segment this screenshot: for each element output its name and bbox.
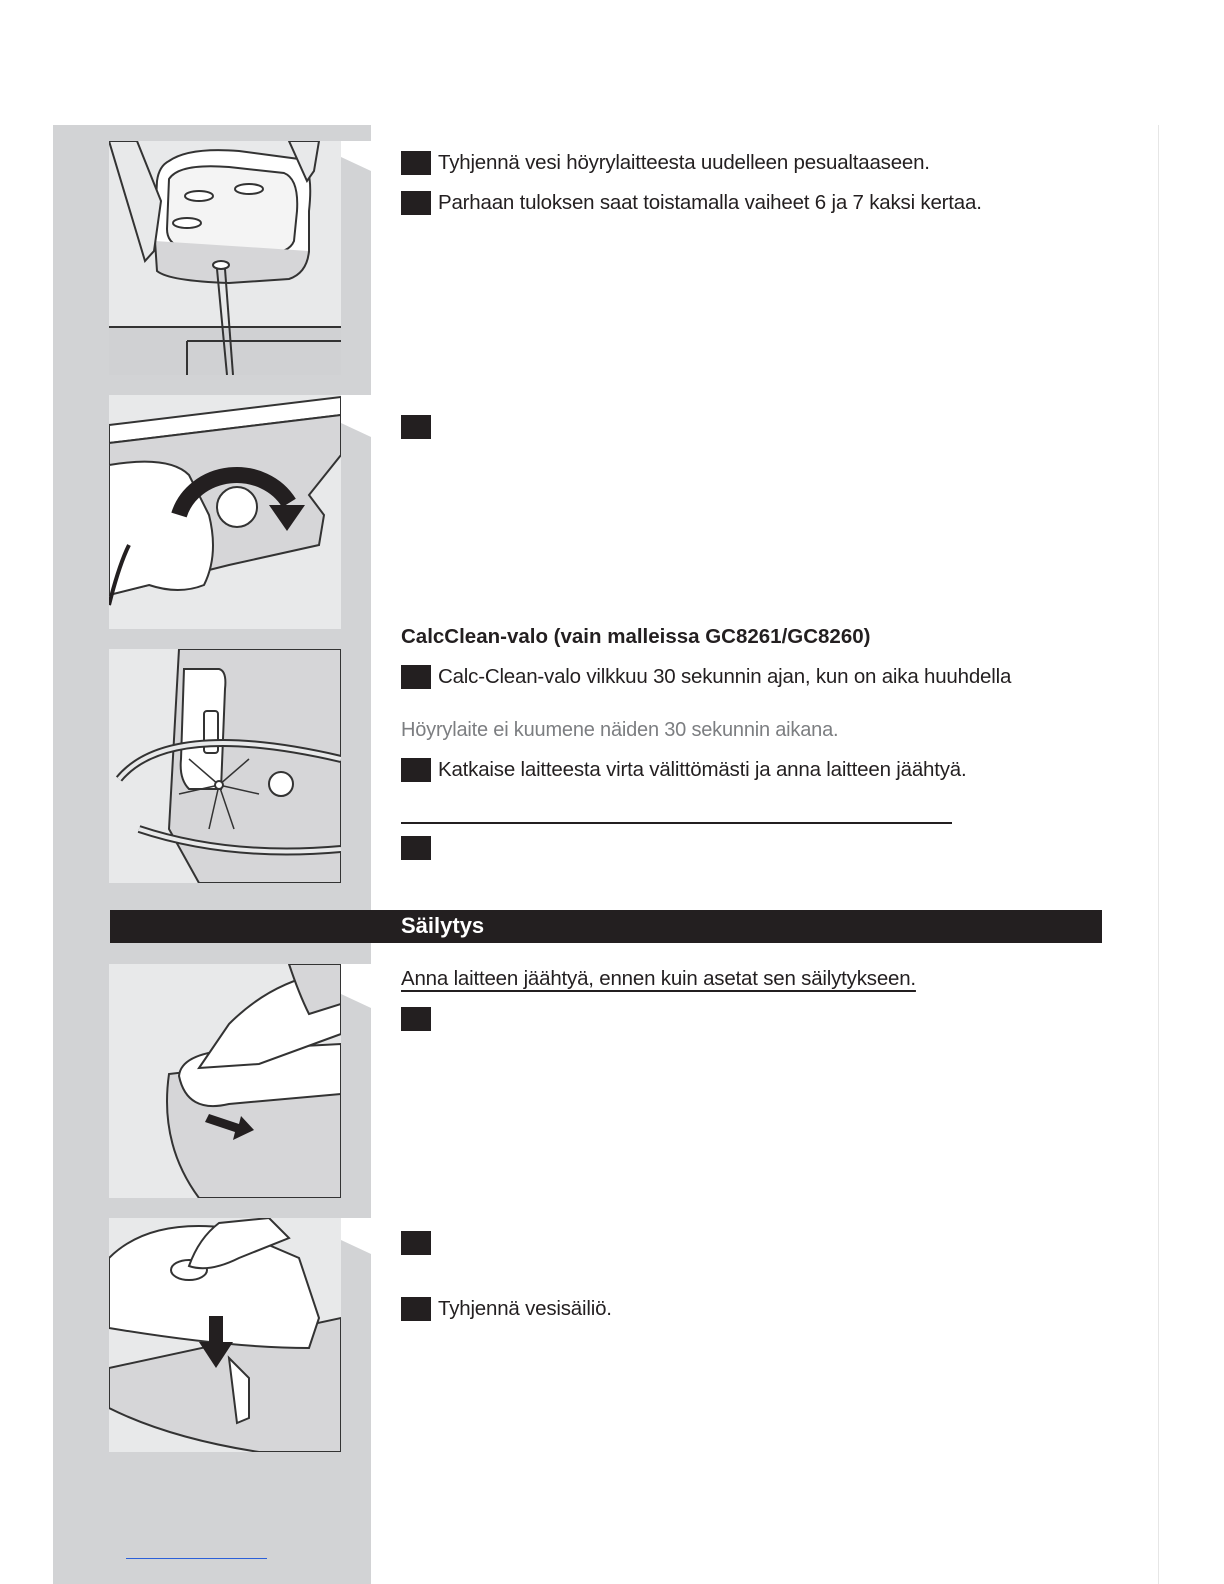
calcclean-heading: CalcClean-valo (vain malleissa GC8261/GC8260) — [401, 625, 871, 648]
section-title: Säilytys — [401, 913, 485, 938]
step-item — [401, 151, 930, 175]
step-number-box — [401, 415, 431, 439]
step-number-box — [401, 836, 431, 860]
step-number-box — [401, 151, 431, 175]
step-text: Parhaan tuloksen saat toistamalla vaiheet 6 ja 7 kaksi kertaa. — [438, 191, 982, 214]
step-item — [401, 1297, 612, 1321]
step-number-box — [401, 665, 431, 689]
step-number-box — [401, 1297, 431, 1321]
step-text: Katkaise laitteesta virta välittömästi ja anna laitteen jäähtyä. — [438, 758, 967, 781]
step-item — [401, 758, 966, 782]
step-number-box — [401, 758, 431, 782]
illustration-pointer — [341, 395, 371, 629]
step-text: Tyhjennä vesi höyrylaitteesta uudelleen pesualtaaseen. — [438, 151, 930, 174]
step-number-box — [401, 1007, 431, 1031]
footer-link-underline[interactable] — [126, 1558, 267, 1559]
section-divider — [401, 822, 952, 824]
illustration-pointer — [341, 1218, 371, 1452]
illustration-pointer — [341, 649, 371, 883]
illustration-pointer — [341, 141, 371, 375]
calc-clean-light-illustration — [109, 649, 341, 883]
illustration-pointer — [341, 964, 371, 1198]
pressing-iron-button-illustration — [109, 1218, 341, 1452]
calcclean-note: Höyrylaite ei kuumene näiden 30 sekunnin aikana. — [401, 719, 839, 741]
step-item — [401, 665, 1011, 689]
step-number-box — [401, 191, 431, 215]
draining-steam-generator-illustration — [109, 141, 341, 375]
step-item-empty — [401, 1231, 438, 1255]
right-margin-rule — [1158, 125, 1159, 1584]
step-item — [401, 191, 982, 215]
step-number-box — [401, 1231, 431, 1255]
step-item-empty — [401, 415, 438, 439]
storage-intro: Anna laitteen jäähtyä, ennen kuin asetat sen säilytykseen. — [401, 967, 916, 990]
section-header-bar — [110, 910, 1102, 943]
turning-rinse-cap-illustration — [109, 395, 341, 629]
step-text: Calc-Clean-valo vilkkuu 30 sekunnin ajan, kun on aika huuhdella — [438, 665, 1012, 688]
step-text: Tyhjennä vesisäiliö. — [438, 1297, 612, 1320]
step-item-empty — [401, 1007, 438, 1031]
iron-on-platform-illustration — [109, 964, 341, 1198]
step-item-empty — [401, 836, 438, 860]
